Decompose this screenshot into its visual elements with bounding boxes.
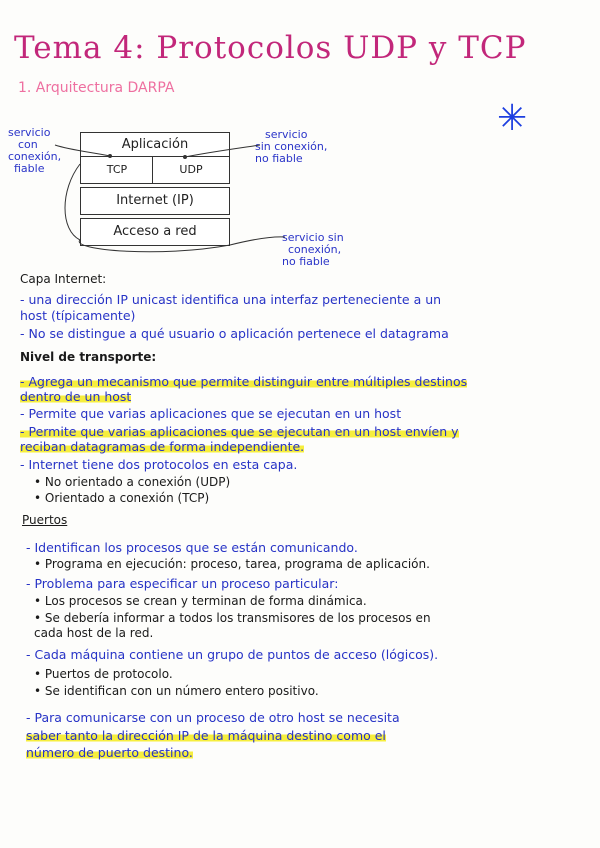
text-line: - Problema para especificar un proceso particular: (26, 576, 339, 591)
left-note-line: servicio (8, 126, 51, 139)
bullet-item: • Puertos de protocolo. (34, 667, 173, 681)
text-line: - Cada máquina contiene un grupo de puntos de acceso (lógicos). (26, 647, 439, 662)
text-line (26, 728, 386, 743)
layer-access: Acceso a red (80, 218, 230, 246)
page-title: Tema 4: Protocolos UDP y TCP (14, 30, 527, 66)
highlighted-text: número de puerto destino. (26, 745, 193, 760)
highlighted-text: - Permite que varias aplicaciones que se ejecutan en un host envíen y (20, 424, 459, 439)
bullet-item: cada host de la red. (34, 626, 154, 640)
right-note-line: no fiable (255, 152, 303, 165)
text-line: - No se distingue a qué usuario o aplicación pertenece el datagrama (20, 326, 449, 341)
bullet-item: • Orientado a conexión (TCP) (34, 491, 210, 505)
left-note-line: conexión, (8, 150, 62, 163)
layer-internet: Internet (IP) (80, 187, 230, 215)
diagram-arrows (0, 0, 600, 280)
text-line: - una dirección IP unicast identifica una interfaz perteneciente a un (20, 292, 442, 307)
puertos-heading: Puertos (22, 513, 68, 527)
left-note-line: con (18, 138, 38, 151)
bullet-item: • Programa en ejecución: proceso, tarea, programa de aplicación. (34, 557, 430, 571)
text-line (20, 389, 131, 404)
bullet-item: • Se identifican con un número entero positivo. (34, 684, 319, 698)
text-line (26, 745, 193, 760)
highlighted-text: dentro de un host (20, 389, 132, 404)
layer-tcp: TCP (80, 156, 154, 184)
asterisk-icon: ✳ (497, 98, 528, 139)
bullet-item: • Los procesos se crean y terminan de forma dinámica. (34, 594, 367, 608)
text-line: host (típicamente) (20, 308, 136, 323)
text-line: - Para comunicarse con un proceso de otro host se necesita (26, 710, 400, 725)
text-line (20, 424, 459, 439)
highlighted-text: - Agrega un mecanismo que permite distinguir entre múltiples destinos (20, 374, 468, 389)
bottom-note-line: servicio sin (282, 231, 344, 244)
right-note-line: sin conexión, (255, 140, 328, 153)
bullet-text: Orientado a conexión (TCP) (44, 491, 210, 505)
text-line (20, 374, 467, 389)
bottom-note-line: conexión, (288, 243, 342, 256)
text-line: - Permite que varias aplicaciones que se ejecutan en un host (20, 406, 402, 421)
highlighted-text: saber tanto la dirección IP de la máquina destino como el (26, 728, 386, 743)
section-heading: 1. Arquitectura DARPA (18, 80, 175, 96)
bullet-item: • No orientado a conexión (UDP) (34, 475, 231, 489)
text-line: - Identifican los procesos que se están comunicando. (26, 540, 358, 555)
layer-udp: UDP (152, 156, 230, 184)
highlighted-text: reciban datagramas de forma independiente. (20, 439, 305, 454)
text-line (20, 439, 304, 454)
left-note-line: fiable (14, 162, 45, 175)
layer-application: Aplicación (80, 132, 230, 158)
transporte-heading: Nivel de transporte: (20, 350, 157, 364)
text-line: - Internet tiene dos protocolos en esta capa. (20, 457, 298, 472)
bottom-note-line: no fiable (282, 255, 330, 268)
right-note-line: servicio (265, 128, 308, 141)
bullet-item: • Se debería informar a todos los transmisores de los procesos en (34, 611, 431, 625)
capa-internet-heading: Capa Internet: (20, 272, 107, 286)
bullet-text: No orientado a conexión (UDP) (44, 475, 231, 489)
